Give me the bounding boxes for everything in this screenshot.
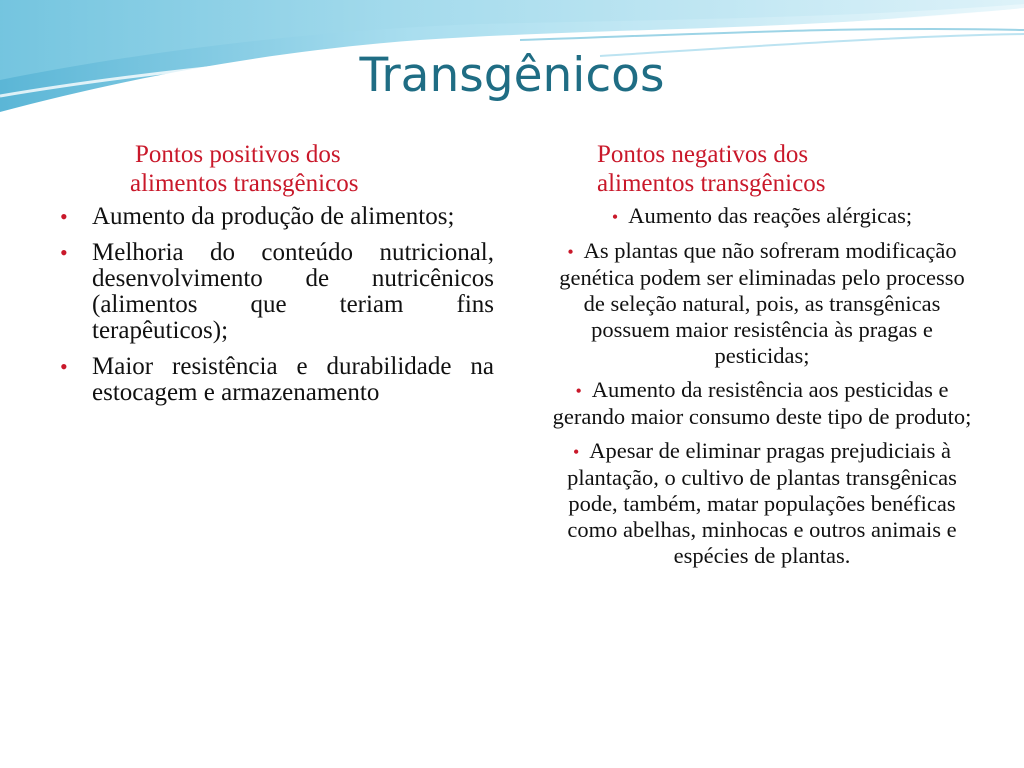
list-item — [60, 204, 494, 230]
bullet-icon: • — [611, 207, 619, 227]
positives-heading-line1: Pontos positivos dos — [135, 141, 341, 168]
list-item-text: As plantas que não sofreram modificação genética podem ser eliminadas pelo processo de seleção natural, pois, as transgênicas possuem maior resistência às pragas e pesticidas; — [559, 238, 965, 368]
list-item-text: Aumento das reações alérgicas; — [628, 203, 913, 228]
list-item-text: Melhoria do conteúdo nutricional, desenvolvimento de nutricênicos (alimentos que teriam fins terapêuticos); — [92, 239, 494, 344]
list-item — [551, 238, 973, 369]
list-item — [60, 354, 494, 406]
list-item — [60, 240, 494, 344]
list-item-text: Maior resistência e durabilidade na estocagem e armazenamento — [92, 353, 494, 406]
list-item — [551, 203, 973, 230]
bullet-icon: • — [60, 354, 68, 379]
bullet-icon: • — [575, 381, 582, 401]
list-item-text: Aumento da resistência aos pesticidas e gerando maior consumo deste tipo de produto; — [552, 377, 972, 429]
positives-list — [60, 204, 494, 416]
list-item-text: Apesar de eliminar pragas prejudiciais à plantação, o cultivo de plantas transgênicas pode, também, matar populações benéficas como abelhas, minhocas e outros animais e espécies de plantas. — [567, 438, 957, 568]
negatives-heading-line1: Pontos negativos dos — [597, 141, 809, 168]
bullet-icon: • — [572, 442, 580, 462]
bullet-icon: • — [60, 204, 68, 229]
bullet-icon: • — [60, 240, 68, 265]
list-item — [551, 438, 973, 569]
positives-heading-line2: alimentos transgênicos — [130, 170, 359, 197]
slide-title: Transgênicos — [359, 48, 665, 103]
negatives-heading-line2: alimentos transgênicos — [597, 170, 826, 197]
list-item — [551, 377, 973, 430]
bullet-icon: • — [567, 242, 574, 262]
positives-heading — [114, 140, 494, 198]
negatives-list — [551, 203, 973, 577]
list-item-text: Aumento da produção de alimentos; — [92, 203, 455, 230]
negatives-heading — [597, 140, 977, 198]
